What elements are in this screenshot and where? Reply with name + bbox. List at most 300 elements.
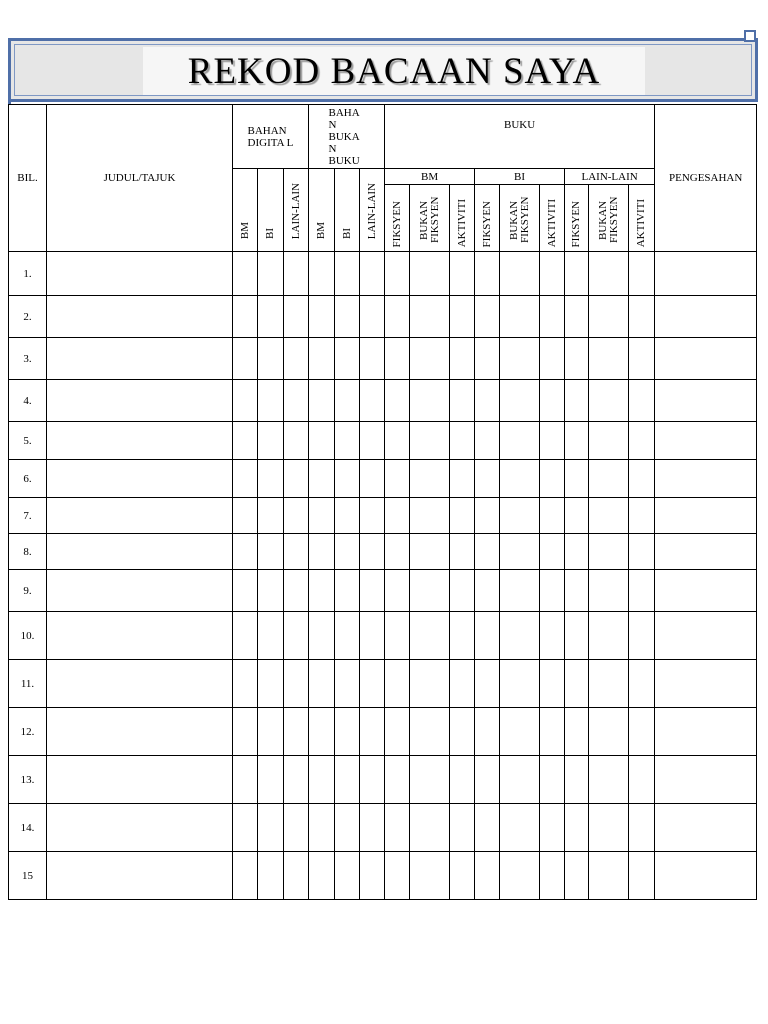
header-bahan-bukan-buku [309,105,385,169]
tick-cell[interactable] [540,756,565,804]
judul-cell[interactable] [47,804,233,852]
tick-cell[interactable] [629,660,655,708]
tick-cell[interactable] [475,534,500,570]
tick-cell[interactable] [385,252,410,296]
row-number: 6. [9,460,47,498]
tick-cell[interactable] [309,708,335,756]
judul-cell[interactable] [47,296,233,338]
tick-cell[interactable] [629,460,655,498]
tick-cell[interactable] [565,498,589,534]
tick-cell[interactable] [360,756,385,804]
tick-cell[interactable] [629,252,655,296]
tick-cell[interactable] [540,460,565,498]
tick-cell[interactable] [233,804,258,852]
tick-cell[interactable] [385,708,410,756]
header-lain-fiksyen-label: FIKSYEN [570,200,583,247]
tick-cell[interactable] [233,660,258,708]
header-lain-bukan-fiksyen-label: BUKAN FIKSYEN [596,196,620,244]
header-digital-bm [233,169,258,252]
tick-cell[interactable] [233,380,258,422]
tick-cell[interactable] [629,338,655,380]
tick-cell[interactable] [284,756,309,804]
tick-cell[interactable] [500,338,540,380]
tick-cell[interactable] [410,380,450,422]
tick-cell[interactable] [284,252,309,296]
tick-cell[interactable] [309,852,335,900]
tick-cell[interactable] [500,252,540,296]
judul-cell[interactable] [47,460,233,498]
tick-cell[interactable] [565,612,589,660]
tick-cell[interactable] [540,380,565,422]
tick-cell[interactable] [629,612,655,660]
tick-cell[interactable] [589,422,629,460]
tick-cell[interactable] [335,380,360,422]
header-bil: BIL. [9,105,47,252]
header-bahan-digital-label: BAHAN DIGITA L [247,124,294,149]
tick-cell[interactable] [309,498,335,534]
tick-cell[interactable] [335,252,360,296]
tick-cell[interactable] [284,570,309,612]
tick-cell[interactable] [629,498,655,534]
header-bi-fiksyen [475,185,500,252]
tick-cell[interactable] [258,380,284,422]
tick-cell[interactable] [233,756,258,804]
tick-cell[interactable] [410,498,450,534]
tick-cell[interactable] [360,534,385,570]
tick-cell[interactable] [540,804,565,852]
tick-cell[interactable] [589,756,629,804]
tick-cell[interactable] [284,852,309,900]
tick-cell[interactable] [360,708,385,756]
pengesahan-cell[interactable] [655,252,757,296]
tick-cell[interactable] [309,612,335,660]
tick-cell[interactable] [410,660,450,708]
tick-cell[interactable] [309,660,335,708]
tick-cell[interactable] [450,612,475,660]
tick-cell[interactable] [475,380,500,422]
tick-cell[interactable] [450,534,475,570]
tick-cell[interactable] [309,296,335,338]
pengesahan-cell[interactable] [655,380,757,422]
tick-cell[interactable] [565,570,589,612]
tick-cell[interactable] [589,338,629,380]
tick-cell[interactable] [589,252,629,296]
header-bahan-digital [233,105,309,169]
header-bm-aktiviti-label: AKTIVITI [455,198,468,247]
judul-cell[interactable] [47,852,233,900]
tick-cell[interactable] [335,296,360,338]
tick-cell[interactable] [284,422,309,460]
tick-cell[interactable] [284,380,309,422]
tick-cell[interactable] [233,460,258,498]
tick-cell[interactable] [335,612,360,660]
tick-cell[interactable] [475,570,500,612]
tick-cell[interactable] [385,422,410,460]
tick-cell[interactable] [450,338,475,380]
tick-cell[interactable] [410,296,450,338]
tick-cell[interactable] [385,380,410,422]
row-number: 7. [9,498,47,534]
table-row [9,380,757,422]
tick-cell[interactable] [258,498,284,534]
table-row [9,296,757,338]
tick-cell[interactable] [360,460,385,498]
tick-cell[interactable] [500,534,540,570]
tick-cell[interactable] [335,804,360,852]
tick-cell[interactable] [309,460,335,498]
tick-cell[interactable] [589,570,629,612]
table-row [9,708,757,756]
tick-cell[interactable] [335,660,360,708]
tick-cell[interactable] [360,338,385,380]
tick-cell[interactable] [475,708,500,756]
tick-cell[interactable] [309,252,335,296]
tick-cell[interactable] [565,460,589,498]
tick-cell[interactable] [258,460,284,498]
tick-cell[interactable] [589,804,629,852]
page-title: REKOD BACAAN SAYA [187,50,601,92]
tick-cell[interactable] [450,708,475,756]
tick-cell[interactable] [385,534,410,570]
row-number: 2. [9,296,47,338]
tick-cell[interactable] [589,296,629,338]
tick-cell[interactable] [284,612,309,660]
tick-cell[interactable] [360,804,385,852]
tick-cell[interactable] [309,570,335,612]
tick-cell[interactable] [410,252,450,296]
tick-cell[interactable] [565,338,589,380]
tick-cell[interactable] [450,570,475,612]
tick-cell[interactable] [309,534,335,570]
title-box [143,47,645,95]
tick-cell[interactable] [629,804,655,852]
header-buku: BUKU [385,105,655,169]
tick-cell[interactable] [385,756,410,804]
pengesahan-cell[interactable] [655,498,757,534]
tick-cell[interactable] [284,498,309,534]
tick-cell[interactable] [335,498,360,534]
tick-cell[interactable] [335,852,360,900]
pengesahan-cell[interactable] [655,708,757,756]
tick-cell[interactable] [475,252,500,296]
table-row [9,570,757,612]
tick-cell[interactable] [475,804,500,852]
tick-cell[interactable] [385,296,410,338]
tick-cell[interactable] [540,570,565,612]
tick-cell[interactable] [500,612,540,660]
judul-cell[interactable] [47,708,233,756]
tick-cell[interactable] [335,708,360,756]
tick-cell[interactable] [565,852,589,900]
tick-cell[interactable] [540,708,565,756]
pengesahan-cell[interactable] [655,570,757,612]
tick-cell[interactable] [500,708,540,756]
tick-cell[interactable] [450,296,475,338]
row-number: 1. [9,252,47,296]
tick-cell[interactable] [385,338,410,380]
tick-cell[interactable] [475,296,500,338]
tick-cell[interactable] [360,380,385,422]
tick-cell[interactable] [360,252,385,296]
tick-cell[interactable] [385,852,410,900]
tick-cell[interactable] [500,296,540,338]
tick-cell[interactable] [629,852,655,900]
tick-cell[interactable] [500,422,540,460]
header-lain-fiksyen [565,185,589,252]
pengesahan-cell[interactable] [655,612,757,660]
tick-cell[interactable] [475,612,500,660]
tick-cell[interactable] [629,756,655,804]
pengesahan-cell[interactable] [655,804,757,852]
tick-cell[interactable] [475,498,500,534]
tick-cell[interactable] [540,252,565,296]
tick-cell[interactable] [500,498,540,534]
tick-cell[interactable] [335,534,360,570]
tick-cell[interactable] [284,804,309,852]
tick-cell[interactable] [385,570,410,612]
tick-cell[interactable] [258,252,284,296]
tick-cell[interactable] [360,852,385,900]
header-bahan-bukan-buku-label: BAHA N BUKA N BUKU [328,106,360,167]
tick-cell[interactable] [360,422,385,460]
tick-cell[interactable] [360,612,385,660]
judul-cell[interactable] [47,756,233,804]
tick-cell[interactable] [284,460,309,498]
tick-cell[interactable] [284,296,309,338]
tick-cell[interactable] [450,380,475,422]
tick-cell[interactable] [410,756,450,804]
tick-cell[interactable] [258,756,284,804]
tick-cell[interactable] [475,756,500,804]
tick-cell[interactable] [233,612,258,660]
tick-cell[interactable] [410,804,450,852]
tick-cell[interactable] [629,296,655,338]
tick-cell[interactable] [589,534,629,570]
table-row [9,612,757,660]
tick-cell[interactable] [500,380,540,422]
tick-cell[interactable] [410,422,450,460]
tick-cell[interactable] [410,570,450,612]
tick-cell[interactable] [450,852,475,900]
header-bbb-lain [360,169,385,252]
tick-cell[interactable] [565,252,589,296]
tick-cell[interactable] [360,296,385,338]
tick-cell[interactable] [360,498,385,534]
judul-cell[interactable] [47,252,233,296]
tick-cell[interactable] [410,338,450,380]
tick-cell[interactable] [565,804,589,852]
tick-cell[interactable] [410,612,450,660]
tick-cell[interactable] [629,570,655,612]
header-pengesahan: PENGESAHAN [655,105,757,252]
tick-cell[interactable] [589,852,629,900]
tick-cell[interactable] [629,422,655,460]
table-row [9,498,757,534]
judul-cell[interactable] [47,498,233,534]
tick-cell[interactable] [258,534,284,570]
tick-cell[interactable] [233,534,258,570]
judul-cell[interactable] [47,422,233,460]
header-digital-bi-label: BI [264,228,276,239]
tick-cell[interactable] [258,660,284,708]
tick-cell[interactable] [309,422,335,460]
tick-cell[interactable] [629,380,655,422]
judul-cell[interactable] [47,570,233,612]
row-number: 8. [9,534,47,570]
banner-corner-handle [744,30,756,42]
tick-cell[interactable] [258,422,284,460]
tick-cell[interactable] [475,460,500,498]
judul-cell[interactable] [47,612,233,660]
header-buku-bi: BI [475,169,565,185]
tick-cell[interactable] [450,804,475,852]
row-number: 15 [9,852,47,900]
tick-cell[interactable] [589,708,629,756]
tick-cell[interactable] [410,852,450,900]
table-row [9,252,757,296]
tick-cell[interactable] [258,852,284,900]
tick-cell[interactable] [450,460,475,498]
tick-cell[interactable] [233,852,258,900]
tick-cell[interactable] [540,660,565,708]
tick-cell[interactable] [589,460,629,498]
judul-cell[interactable] [47,338,233,380]
pengesahan-cell[interactable] [655,852,757,900]
judul-cell[interactable] [47,534,233,570]
tick-cell[interactable] [589,380,629,422]
tick-cell[interactable] [589,612,629,660]
tick-cell[interactable] [335,756,360,804]
tick-cell[interactable] [258,804,284,852]
tick-cell[interactable] [589,660,629,708]
tick-cell[interactable] [565,380,589,422]
tick-cell[interactable] [385,498,410,534]
tick-cell[interactable] [540,498,565,534]
tick-cell[interactable] [565,660,589,708]
tick-cell[interactable] [385,660,410,708]
tick-cell[interactable] [335,460,360,498]
tick-cell[interactable] [540,338,565,380]
table-body [9,252,757,900]
tick-cell[interactable] [284,660,309,708]
tick-cell[interactable] [410,534,450,570]
tick-cell[interactable] [385,612,410,660]
tick-cell[interactable] [233,252,258,296]
tick-cell[interactable] [500,804,540,852]
header-bbb-bm [309,169,335,252]
header-bi-fiksyen-label: FIKSYEN [480,200,493,247]
tick-cell[interactable] [360,660,385,708]
tick-cell[interactable] [385,804,410,852]
tick-cell[interactable] [258,612,284,660]
pengesahan-cell[interactable] [655,422,757,460]
tick-cell[interactable] [233,708,258,756]
tick-cell[interactable] [540,422,565,460]
tick-cell[interactable] [385,460,410,498]
tick-cell[interactable] [258,708,284,756]
pengesahan-cell[interactable] [655,660,757,708]
tick-cell[interactable] [284,534,309,570]
tick-cell[interactable] [309,756,335,804]
tick-cell[interactable] [335,570,360,612]
header-digital-bi [258,169,284,252]
tick-cell[interactable] [309,804,335,852]
tick-cell[interactable] [565,534,589,570]
pengesahan-cell[interactable] [655,296,757,338]
tick-cell[interactable] [233,296,258,338]
tick-cell[interactable] [589,498,629,534]
tick-cell[interactable] [233,338,258,380]
tick-cell[interactable] [500,852,540,900]
tick-cell[interactable] [410,460,450,498]
tick-cell[interactable] [565,756,589,804]
tick-cell[interactable] [500,660,540,708]
tick-cell[interactable] [540,612,565,660]
tick-cell[interactable] [629,708,655,756]
tick-cell[interactable] [258,570,284,612]
tick-cell[interactable] [410,708,450,756]
tick-cell[interactable] [475,338,500,380]
tick-cell[interactable] [258,296,284,338]
header-bbb-bm-label: BM [315,221,328,239]
tick-cell[interactable] [450,422,475,460]
tick-cell[interactable] [233,498,258,534]
tick-cell[interactable] [565,296,589,338]
table-row [9,852,757,900]
tick-cell[interactable] [475,660,500,708]
tick-cell[interactable] [450,498,475,534]
header-digital-lain [284,169,309,252]
tick-cell[interactable] [629,534,655,570]
tick-cell[interactable] [309,338,335,380]
tick-cell[interactable] [450,660,475,708]
judul-cell[interactable] [47,660,233,708]
header-lain-aktiviti [629,185,655,252]
tick-cell[interactable] [284,708,309,756]
tick-cell[interactable] [450,756,475,804]
pengesahan-cell[interactable] [655,756,757,804]
tick-cell[interactable] [500,570,540,612]
tick-cell[interactable] [258,338,284,380]
tick-cell[interactable] [233,570,258,612]
tick-cell[interactable] [284,338,309,380]
pengesahan-cell[interactable] [655,338,757,380]
tick-cell[interactable] [540,534,565,570]
tick-cell[interactable] [540,852,565,900]
row-number: 11. [9,660,47,708]
pengesahan-cell[interactable] [655,460,757,498]
table-row [9,460,757,498]
tick-cell[interactable] [500,460,540,498]
tick-cell[interactable] [335,338,360,380]
tick-cell[interactable] [309,380,335,422]
tick-cell[interactable] [233,422,258,460]
tick-cell[interactable] [500,756,540,804]
tick-cell[interactable] [540,296,565,338]
tick-cell[interactable] [360,570,385,612]
tick-cell[interactable] [335,422,360,460]
table-row [9,534,757,570]
header-bbb-bi [335,169,360,252]
header-buku-lain: LAIN-LAIN [565,169,655,185]
tick-cell[interactable] [475,852,500,900]
tick-cell[interactable] [450,252,475,296]
tick-cell[interactable] [565,422,589,460]
pengesahan-cell[interactable] [655,534,757,570]
tick-cell[interactable] [565,708,589,756]
tick-cell[interactable] [475,422,500,460]
judul-cell[interactable] [47,380,233,422]
